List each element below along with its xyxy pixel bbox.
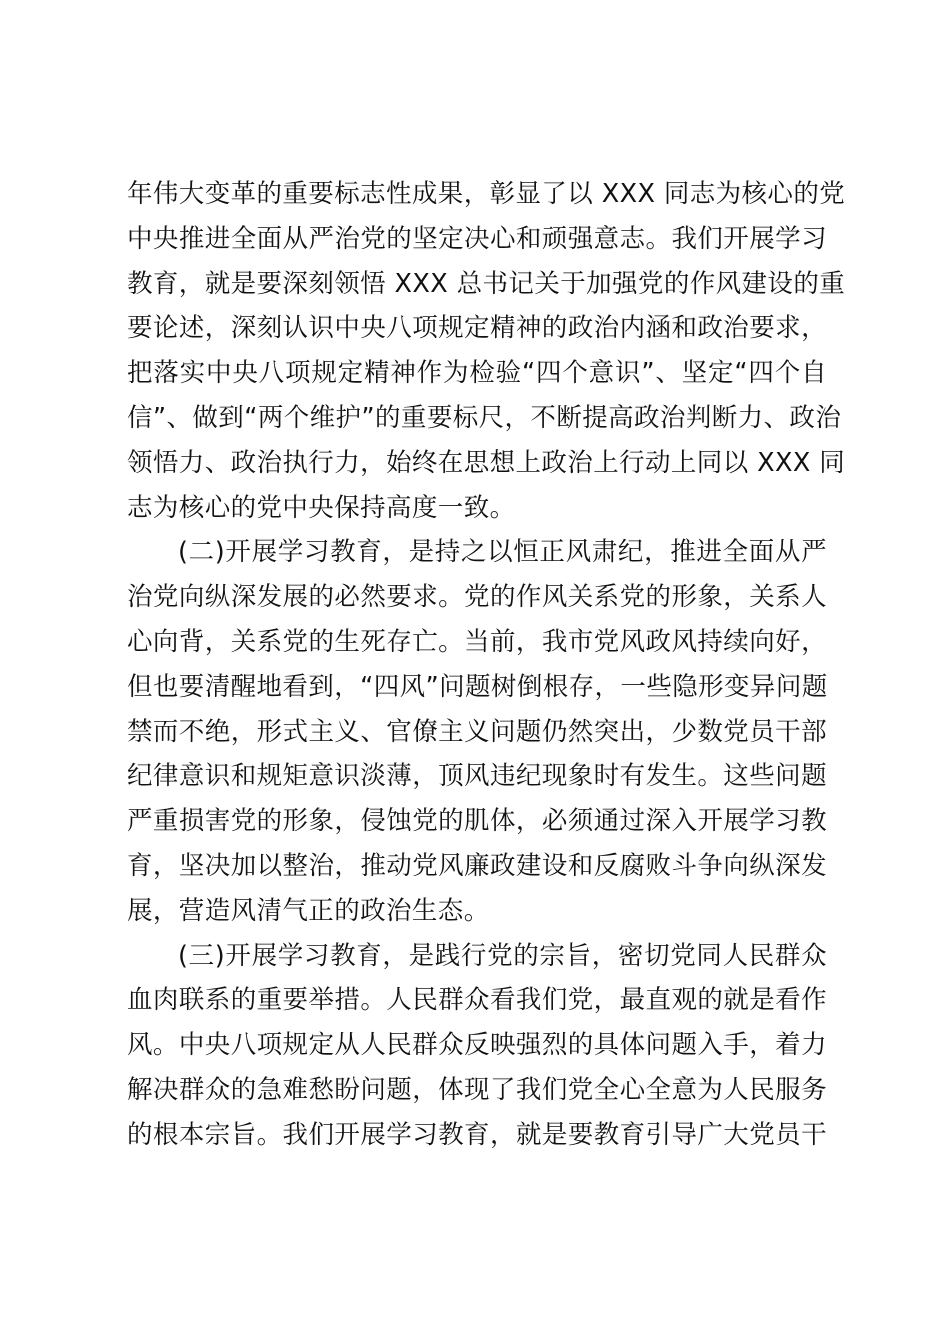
text-line: 志为核心的党中央保持高度一致。 xyxy=(127,492,516,523)
text-line: 的根本宗旨。我们开展学习教育，就是要教育引导广大党员干 xyxy=(127,1119,827,1150)
text-line: 把落实中央八项规定精神作为检验“四个意识”、坚定“四个自 xyxy=(127,358,827,389)
text-line: 治党向纵深发展的必然要求。党的作风关系党的形象，关系人 xyxy=(127,582,827,613)
text-line: 信”、做到“两个维护”的重要标尺，不断提高政治判断力、政治 xyxy=(127,402,842,433)
text-line: 要论述，深刻认识中央八项规定精神的政治内涵和政治要求， xyxy=(127,313,827,344)
text-line: 纪律意识和规矩意识淡薄，顶风违纪现象时有发生。这些问题 xyxy=(127,761,827,792)
text-line: 但也要清醒地看到，“四风”问题树倒根存，一些隐形变异问题 xyxy=(127,671,828,702)
text-line: 展，营造风清气正的政治生态。 xyxy=(127,895,490,926)
text-line: 领悟力、政治执行力，始终在思想上政治上行动上同以 XXX 同 xyxy=(127,447,846,478)
text-line: 禁而不绝，形式主义、官僚主义问题仍然突出，少数党员干部 xyxy=(127,716,827,747)
document-body xyxy=(127,172,846,1158)
text-line: (二)开展学习教育，是持之以恒正风肃纪，推进全面从严 xyxy=(178,537,827,568)
text-line: 教育，就是要深刻领悟 XXX 总书记关于加强党的作风建设的重 xyxy=(127,268,846,299)
text-line: 中央推进全面从严治党的坚定决心和顽强意志。我们开展学习 xyxy=(127,223,827,254)
text-line: 血肉联系的重要举措。人民群众看我们党，最直观的就是看作 xyxy=(127,985,827,1016)
paragraph-1 xyxy=(127,172,846,530)
text-line: 心向背，关系党的生死存亡。当前，我市党风政风持续向好， xyxy=(127,626,827,657)
text-line: 育，坚决加以整治，推动党风廉政建设和反腐败斗争向纵深发 xyxy=(127,850,827,881)
text-line: 风。中央八项规定从人民群众反映强烈的具体问题入手，着力 xyxy=(127,1030,827,1061)
text-line: 严重损害党的形象，侵蚀党的肌体，必须通过深入开展学习教 xyxy=(127,806,827,837)
text-line: 年伟大变革的重要标志性成果，彰显了以 XXX 同志为核心的党 xyxy=(127,179,846,209)
text-line: (三)开展学习教育，是践行党的宗旨，密切党同人民群众 xyxy=(178,940,827,971)
paragraph-3 xyxy=(127,934,827,1158)
paragraph-2 xyxy=(127,530,827,933)
text-line: 解决群众的急难愁盼问题，体现了我们党全心全意为人民服务 xyxy=(127,1074,827,1105)
